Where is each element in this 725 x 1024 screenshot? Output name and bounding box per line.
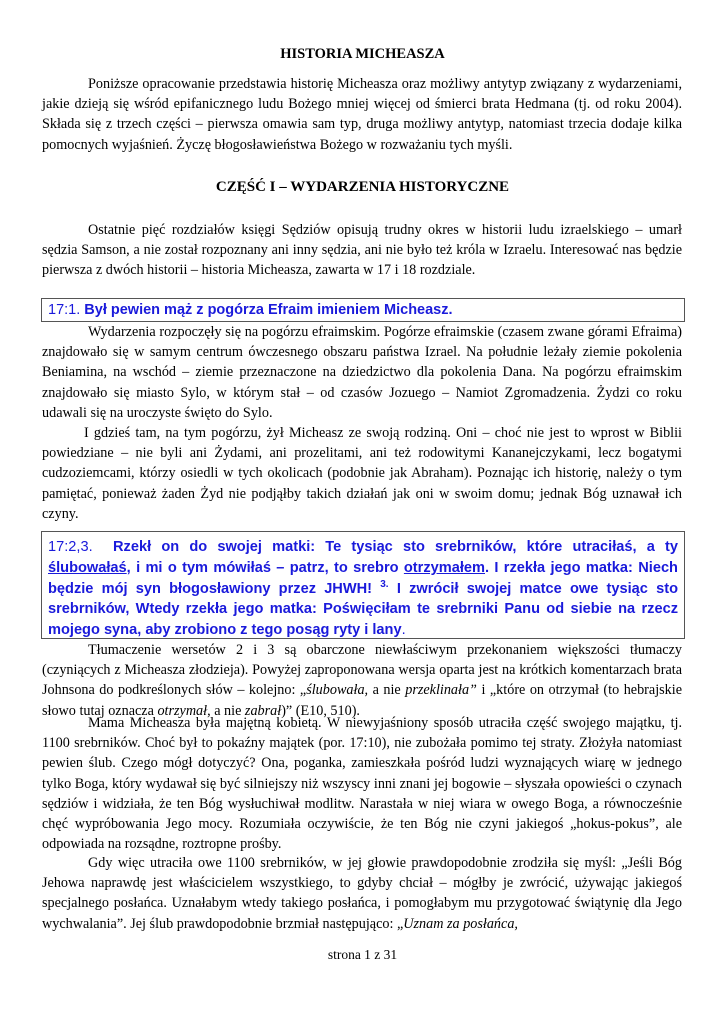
page-number: strona 1 z 31: [327, 947, 398, 962]
document-title: HISTORIA MICHEASZA: [280, 46, 445, 62]
section-heading: CZĘŚĆ I – WYDARZENIA HISTORYCZNE: [215, 179, 510, 195]
paragraph-d-text: Mama Micheasza była majętną kobietą. W niewyjaśniony sposób utraciła część swojego majątku, tj. 1100 srebrników. Choć był to pokaźny majątek (por. 17:10), nie zubożała pomimo tej straty. Złożyła natomiast pewien ślub. Czego mógł dotyczyć? Ona, poganka, zamieszkała pośród ludzi wyznających wiarę w jednego tylko Boga, który wydawał się być silniejszy niż wszyscy inni znani jej bogowie – słyszała opowieści o czynach sędziów i widziała, że ten Bóg wysłuchiwał modlitw. Narastała w niej wiara w owego Boga, a równocześnie chęć wypróbowania Jego mocy. Rozumiała oczywiście, że ten Bóg nie czyni jakiegoś „hokus-pokus”, ale odpowiada na rozsądne, roztropne prośby.: [42, 715, 682, 853]
paragraph-d: [42, 713, 682, 854]
verse-text-1: Rzekł on do swojej matki: Te tysiąc sto srebrników, które utraciłaś, a ty: [113, 539, 679, 555]
paragraph-c-text-3: i „które on otrzymał (to hebrajskie słowo tutaj oznacza: [42, 682, 682, 719]
paragraph-c-text-1: Tłumaczenie wersetów 2 i 3 są obarczone niewłaściwym przekonaniem większości tłumaczy (czyniących z Micheasza złodzieja). Powyżej zaproponowana wersja oparta jest na krótkich komentarzach brata Johnsona do podkreślonych słów – kolejno: „: [42, 642, 682, 699]
paragraph-c-text-5: )” (E10, 510).: [281, 702, 360, 719]
verse-text-2: , i mi o tym mówiłaś – patrz, to srebro: [126, 559, 399, 576]
italic-otrzymal: otrzymał: [157, 702, 208, 719]
intro-text: Poniższe opracowanie przedstawia historię Micheasza oraz możliwy antytyp związany z wydarzeniami, jakie dzieją się wśród epifanicznego ludu Bożego mniej więcej od śmierci brata Hedmana (tj. od roku 2004). Składa się z trzech części – pierwsza omawia sam typ, druga możliwy antytyp, natomiast trzecia dodaje kilka pomocnych wyjaśnień. Życzę błogosławieństwa Bożego w rozważaniu tych myśli.: [42, 76, 682, 153]
verse-ref: 17:2,3.: [48, 539, 93, 555]
verse-box-17-2-3: [41, 531, 685, 639]
paragraph-c-text-2: a nie: [368, 682, 406, 699]
verse-text-4: I zwrócił swojej matce owe tysiąc sto srebrników, Wtedy rzekła jego matka: Poświęciłam te srebrniki Panu od siebie na rzecz mojego syna, aby zrobiono z tego posąg ryty i lany: [48, 580, 679, 639]
section-intro-text: Ostatnie pięć rozdziałów księgi Sędziów opisują trudny okres w historii ludu izraelskiego – umarł sędzia Samson, a nie został rozpoznany ani inny sędzia, ani nie było też króla w Izraelu. Interesować nas będzie pierwsza z dwóch historii – historia Micheasza, zawarta w 17 i 18 rozdziale.: [42, 222, 682, 279]
verse-box-17-1: [41, 298, 685, 322]
paragraph-a-text: Wydarzenia rozpoczęły się na pogórzu efraimskim. Pogórze efraimskie (czasem zwane górami Efraima) znajdowało się w samym centrum ówczesnego obszaru państwa Izrael. Na południe leżały ziemie pokolenia Beniamina, na wschód – ziemie przeznaczone na dziedzictwo dla pokolenia Dana. Na pogórzu efraimskim znajdowało się miasto Sylo, w którym stał – od czasów Jozuego – Namiot Zgromadzenia. Żydzi co roku udawali się na uroczyste święto do Sylo.: [42, 324, 682, 421]
underlined-word-2: otrzymałem: [403, 559, 485, 576]
paragraph-c: [42, 640, 682, 721]
verse-end: .: [401, 622, 406, 639]
verse-number-3: 3.: [380, 578, 389, 590]
verse-text-3: . I rzekła jego matka: Niech będzie mój syn błogosławiony przez JHWH!: [48, 559, 678, 597]
italic-uznam: Uznam za posłańca,: [403, 915, 518, 932]
paragraph-b-text: I gdzieś tam, na tym pogórzu, żył Micheasz ze swoją rodziną. Oni – choć nie jest to wprost w Biblii powiedziane – nie byli ani Żydami, ani prozelitami, ani też rodowitymi Kananejczykami, lecz bogatymi cudzoziemcami, którzy osiedli w tych okolicach (podobnie jak Abraham). Poznając ich historię, należy o tym pamiętać, ponieważ żaden Żyd nie podjąłby takich działań jak oni w swoim domu; jednak Bóg uznawał ich czyny.: [42, 425, 682, 522]
intro-paragraph: [42, 74, 682, 155]
verse-text: Był pewien mąż z pogórza Efraim imieniem Micheasz.: [84, 302, 453, 318]
verse-ref: 17:1.: [48, 302, 81, 318]
underlined-word-1: ślubowałaś: [48, 559, 127, 576]
section-intro-paragraph: [42, 220, 682, 281]
paragraph-a: [42, 322, 682, 423]
paragraph-e: [42, 853, 682, 934]
paragraph-c-text-4: , a nie: [207, 702, 245, 719]
paragraph-b: [42, 423, 682, 524]
italic-przeklinala: przeklinała”: [405, 682, 477, 699]
paragraph-e-text: Gdy więc utraciła owe 1100 srebrników, w jej głowie prawdopodobnie zrodziła się myśl: „Jeśli Bóg Jehowa naprawdę jest właścicielem wszystkiego, to gdyby chciał – mógłby je zwrócić, używając jakiegoś specjalnego posłańca. Uznałabym wtedy takiego posłańca, i pomogłabym mu przygotować świątynię dla Jego wychwalania”. Jej ślub prawdopodobnie brzmiał następująco: „: [42, 855, 682, 932]
italic-slubowala: ślubowała,: [306, 682, 369, 699]
italic-zabral: zabrał: [244, 702, 282, 719]
